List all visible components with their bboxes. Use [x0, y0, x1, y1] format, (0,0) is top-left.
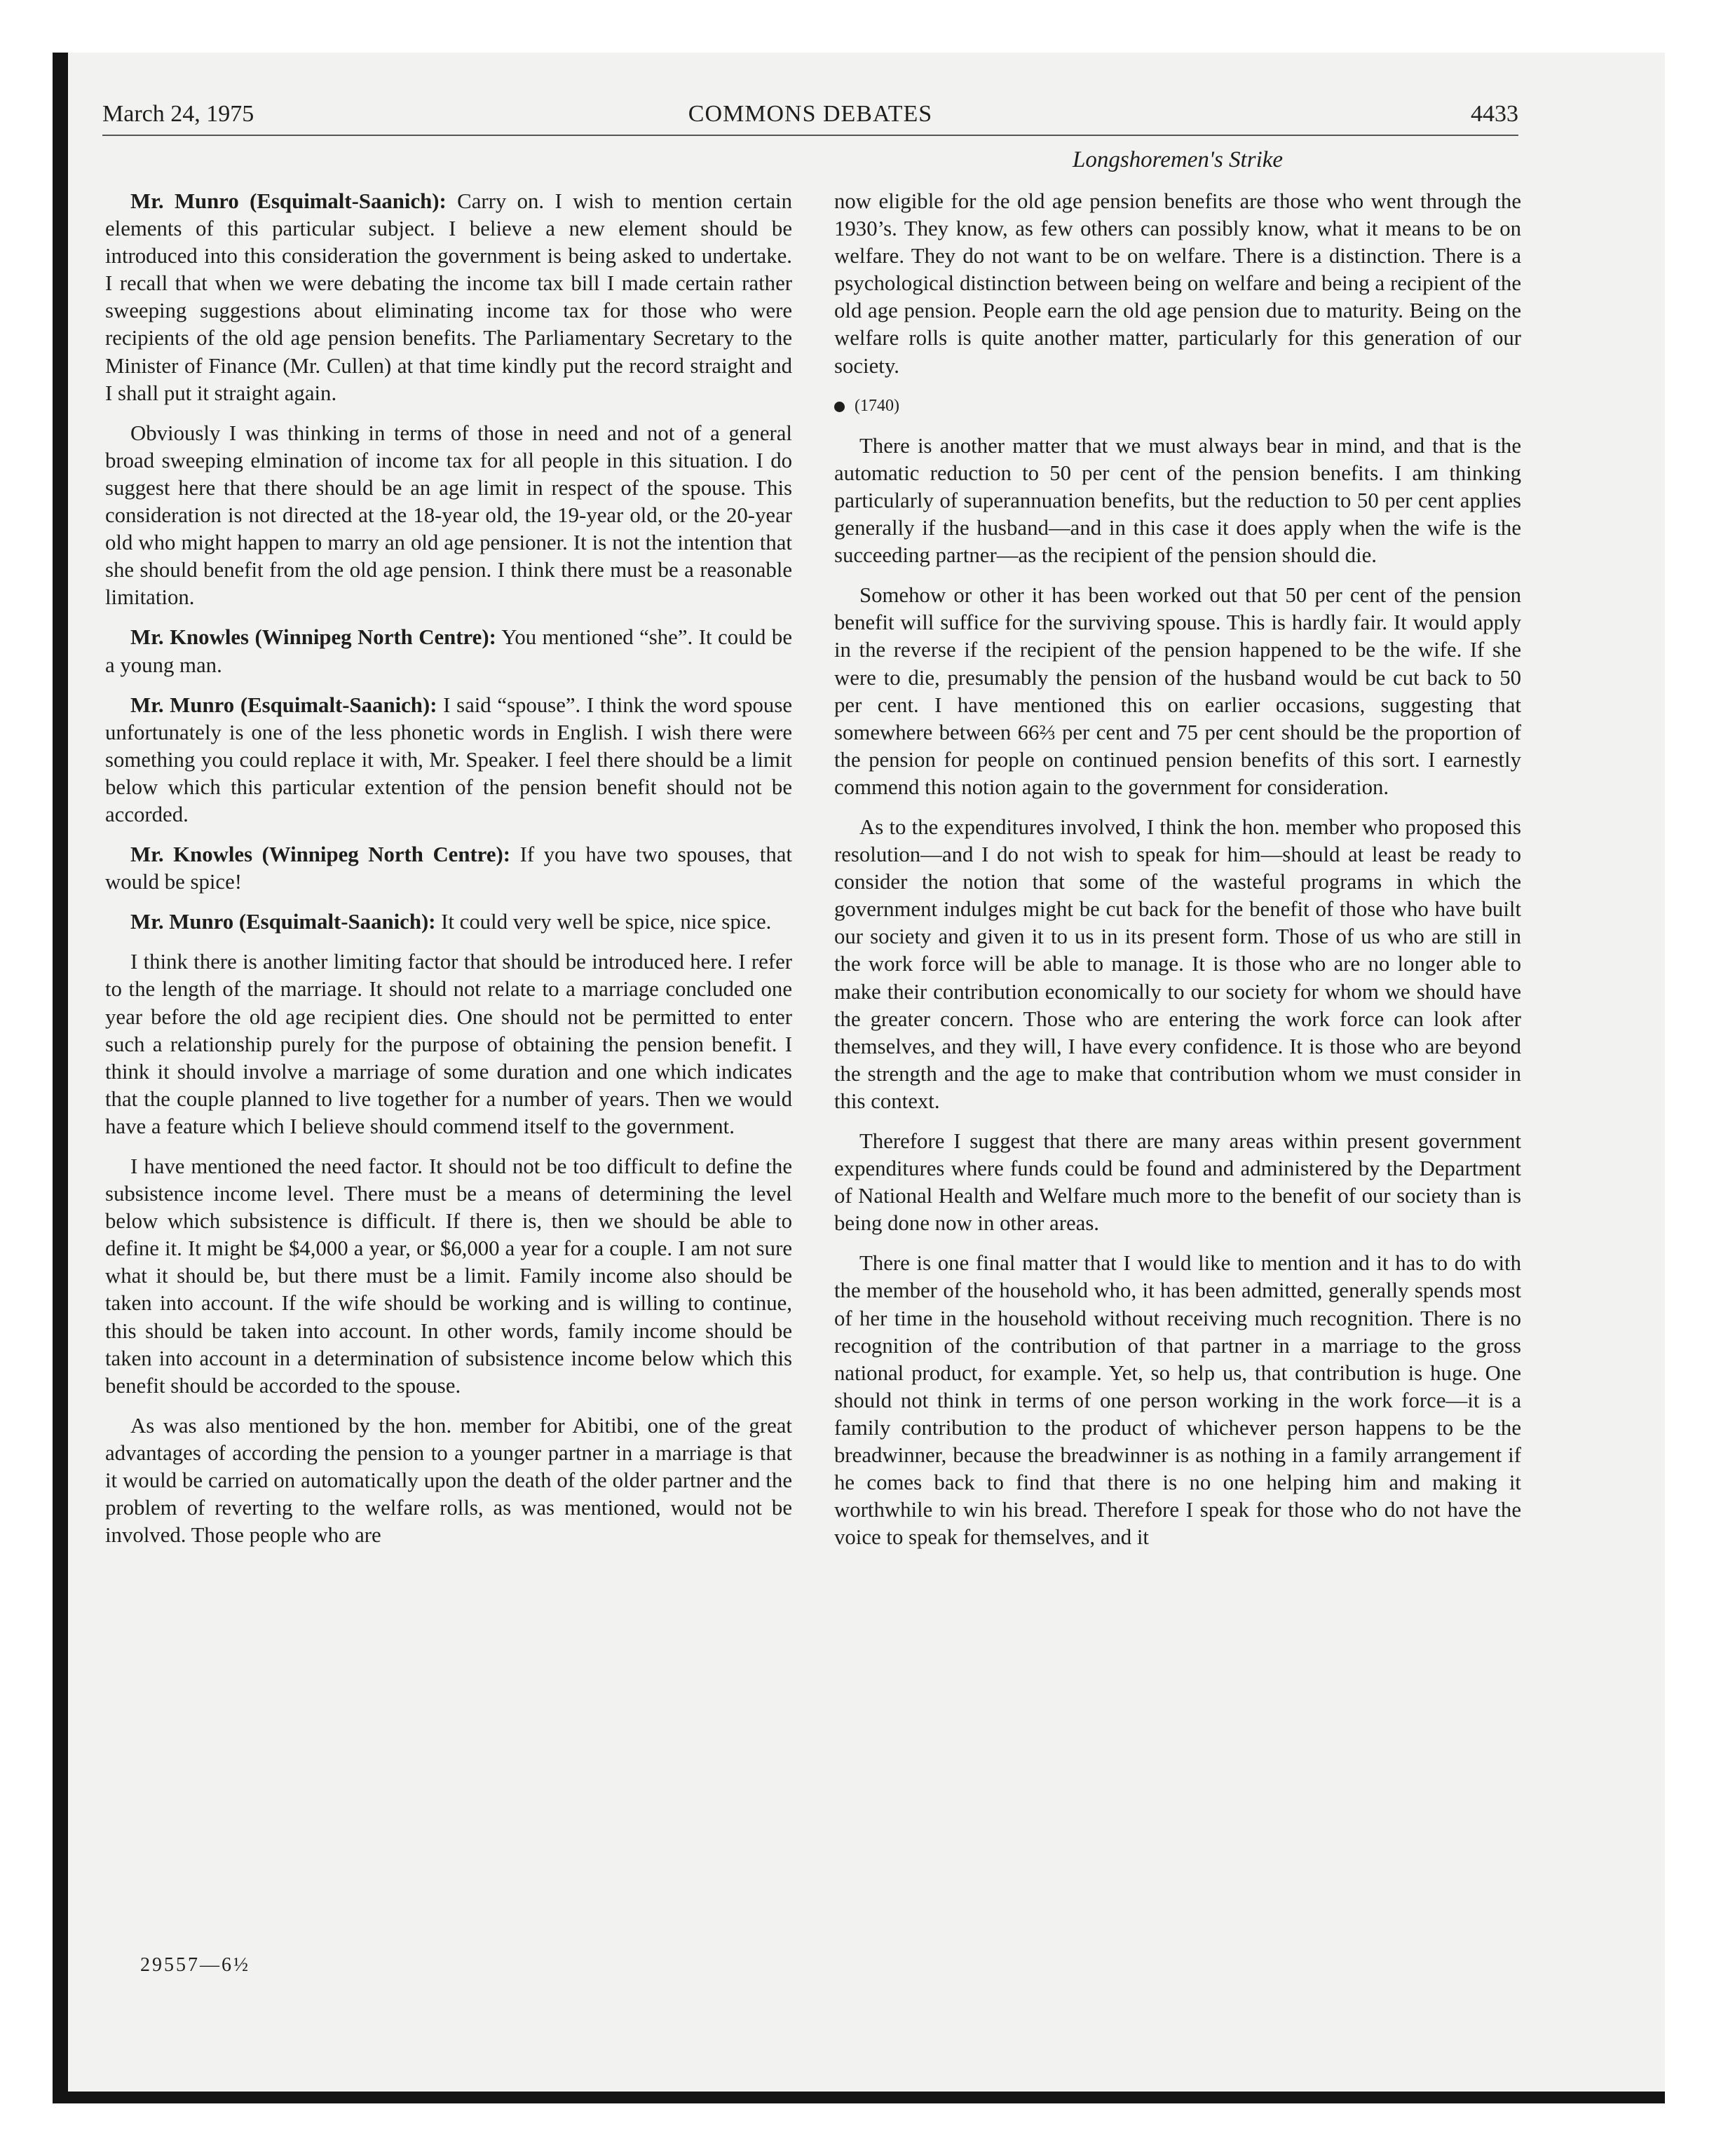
speaker-name: Mr. Knowles (Winnipeg North Centre): — [130, 842, 511, 867]
speaker-name: Mr. Munro (Esquimalt-Saanich): — [130, 189, 447, 213]
paragraph: Somehow or other it has been worked out that 50 per cent of the pension benefit will suffice for the surviving spouse. This is hardly fair. It would apply in the reverse if the recipient of the pension happened to be the wife. If she were to die, presumably the pension of the husband would be cut back to 50 per cent. I have mentioned this on earlier occasions, suggesting that somewhere between 66⅔ per cent and 75 per cent should be the proportion of the pension for people on continued pension benefits of this sort. I earnestly commend this notion again to the government for consideration. — [834, 583, 1521, 799]
footer-code: 29557—6½ — [140, 1954, 250, 1976]
header-title: COMMONS DEBATES — [688, 101, 933, 127]
time-marker — [834, 393, 1521, 420]
right-column — [834, 188, 1521, 1564]
page-header — [102, 98, 1518, 136]
paragraph — [105, 692, 792, 828]
paragraph-text: If you have two spouses, that would be spice! — [105, 842, 792, 894]
header-page-number: 4433 — [1471, 101, 1518, 127]
bullet-dot-icon — [834, 402, 845, 412]
paragraph-text: Carry on. I wish to mention certain elements of this particular subject. I believe a new element should be introduced into this consideration the government is being asked to undertake. I recall that when we were debating the income tax bill I made certain rather sweeping suggestions about eliminating income tax for those who were recipients of the old age pension benefits. The Parliamentary Secretary to the Minister of Finance (Mr. Cullen) at that time kindly put the record straight and I shall put it straight again. — [105, 189, 792, 405]
paragraph — [105, 948, 792, 1140]
paragraph: There is another matter that we must always bear in mind, and that is the automatic reduction to 50 per cent of the pension benefits. I am thinking particularly of superannuation benefits, but the reduction to 50 per cent applies generally if the husband—and in this case it does apply when the wife is the succeeding partner—as the recipient of the pension should die. — [834, 433, 1521, 568]
paragraph: There is one final matter that I would like to mention and it has to do with the member of the household who, it has been admitted, generally spends most of her time in the household without receiving much recognition. There is no recognition of the contribution of that partner in a marriage to the gross national product, for example. Yet, so help us, that contribution is huge. One should not think in terms of one person working in the work force—it is a family contribution to the product of whichever person happens to be the breadwinner, because the breadwinner is as nothing in a family arrangement if he comes back to find that there is no one helping him and making it worthwhile to win his bread. Therefore I speak for those who do not have the voice to speak for themselves, and it — [834, 1251, 1521, 1550]
paragraph — [105, 188, 792, 407]
paragraph-text: As was also mentioned by the hon. member for Abitibi, one of the great advantages of according the pension to a younger partner in a marriage is that it would be carried on automatically upon the death of the older partner and the problem of reverting to the welfare rolls, as was mentioned, would not be involved. Those people who are — [105, 1413, 792, 1548]
paragraph-text: I think there is another limiting factor that should be introduced here. I refer to the length of the marriage. It should not relate to a marriage concluded one year before the old age recipient dies. One should not be permitted to enter such a relationship purely for the purpose of obtaining the pension benefit. I think it should involve a marriage of some duration and one which indicates that the couple planned to live together for a number of years. Then we would have a feature which I believe should commend itself to the government. — [105, 950, 792, 1138]
column-caption: Longshoremen's Strike — [1072, 147, 1284, 172]
speaker-name: Mr. Knowles (Winnipeg North Centre): — [130, 625, 496, 650]
paragraph — [105, 908, 792, 936]
paragraph — [105, 1412, 792, 1549]
scan-border-bottom — [53, 2092, 1665, 2103]
paragraph: Therefore I suggest that there are many areas within present government expenditures where funds could be found and administered by the Department of National Health and Welfare much more to the benefit of our society than is being done now in other areas. — [834, 1129, 1521, 1236]
paragraph — [105, 420, 792, 612]
paragraph-text: It could very well be spice, nice spice. — [435, 910, 772, 934]
paragraph — [105, 1153, 792, 1400]
paragraph-text: I have mentioned the need factor. It should not be too difficult to define the subsistence income level. There must be a means of determining the level below which subsistence is difficult. If there is, then we should be able to define it. It might be $4,000 a year, or $6,000 a year for a couple. I am not sure what it should be, but there must be a limit. Family income also should be taken into account. If the wife should be working and is willing to continue, this should be taken into account. In other words, family income should be taken into account in a determination of subsistence income below which this benefit should be accorded to the spouse. — [105, 1154, 792, 1398]
header-date: March 24, 1975 — [102, 101, 254, 127]
paragraph-text: Obviously I was thinking in terms of those in need and not of a general broad sweeping elmination of income tax for all people in this situation. I do suggest here that there should be an age limit in respect of the spouse. This consideration is not directed at the 18-year old, the 19-year old, or the 20-year old who might happen to marry an old age pensioner. It is not the intention that she should benefit from the old age pension. I think there must be a reasonable limitation. — [105, 421, 792, 610]
speaker-name: Mr. Munro (Esquimalt-Saanich): — [130, 692, 437, 717]
paragraph-text: I said “spouse”. I think the word spouse unfortunately is one of the less phonetic words in English. I wish there were something you could replace it with, Mr. Speaker. I feel there should be a limit below which this particular extention of the pension benefit should not be accorded. — [105, 692, 792, 826]
paragraph — [105, 841, 792, 896]
speaker-name: Mr. Munro (Esquimalt-Saanich): — [130, 910, 436, 934]
scan-border-left — [53, 53, 68, 2103]
paragraph: As to the expenditures involved, I think the hon. member who proposed this resolution—and I do not wish to speak for him—should at least be ready to consider the notion that some of the wasteful programs in which the government indulges might be cut back for the benefit of those who have built our society and given it to us in its present form. Those of us who are still in the work force will be able to manage. It is those who are no longer able to make their contribution economically to our society for whom we should have the greater concern. Those who are entering the work force can look after themselves, and they will, I have every confidence. It is those who are beyond the strength and the age to make that contribution whom we must consider in this context. — [834, 814, 1521, 1113]
left-column — [105, 188, 792, 1562]
paragraph-text: You mentioned “she”. It could be a young man. — [105, 625, 792, 677]
paragraph-continuation: now eligible for the old age pension benefits are those who went through the 1930’s. They know, as few others can possibly know, what it means to be on welfare. They do not want to be on welfare. There is a distinction. There is a psychological distinction between being on welfare and being a recipient of the old age pension. People earn the old age pension due to maturity. Being on the welfare rolls is quite another matter, particularly for this generation of our society. — [834, 189, 1521, 378]
time-marker-text: (1740) — [855, 396, 899, 415]
paragraph — [105, 624, 792, 678]
